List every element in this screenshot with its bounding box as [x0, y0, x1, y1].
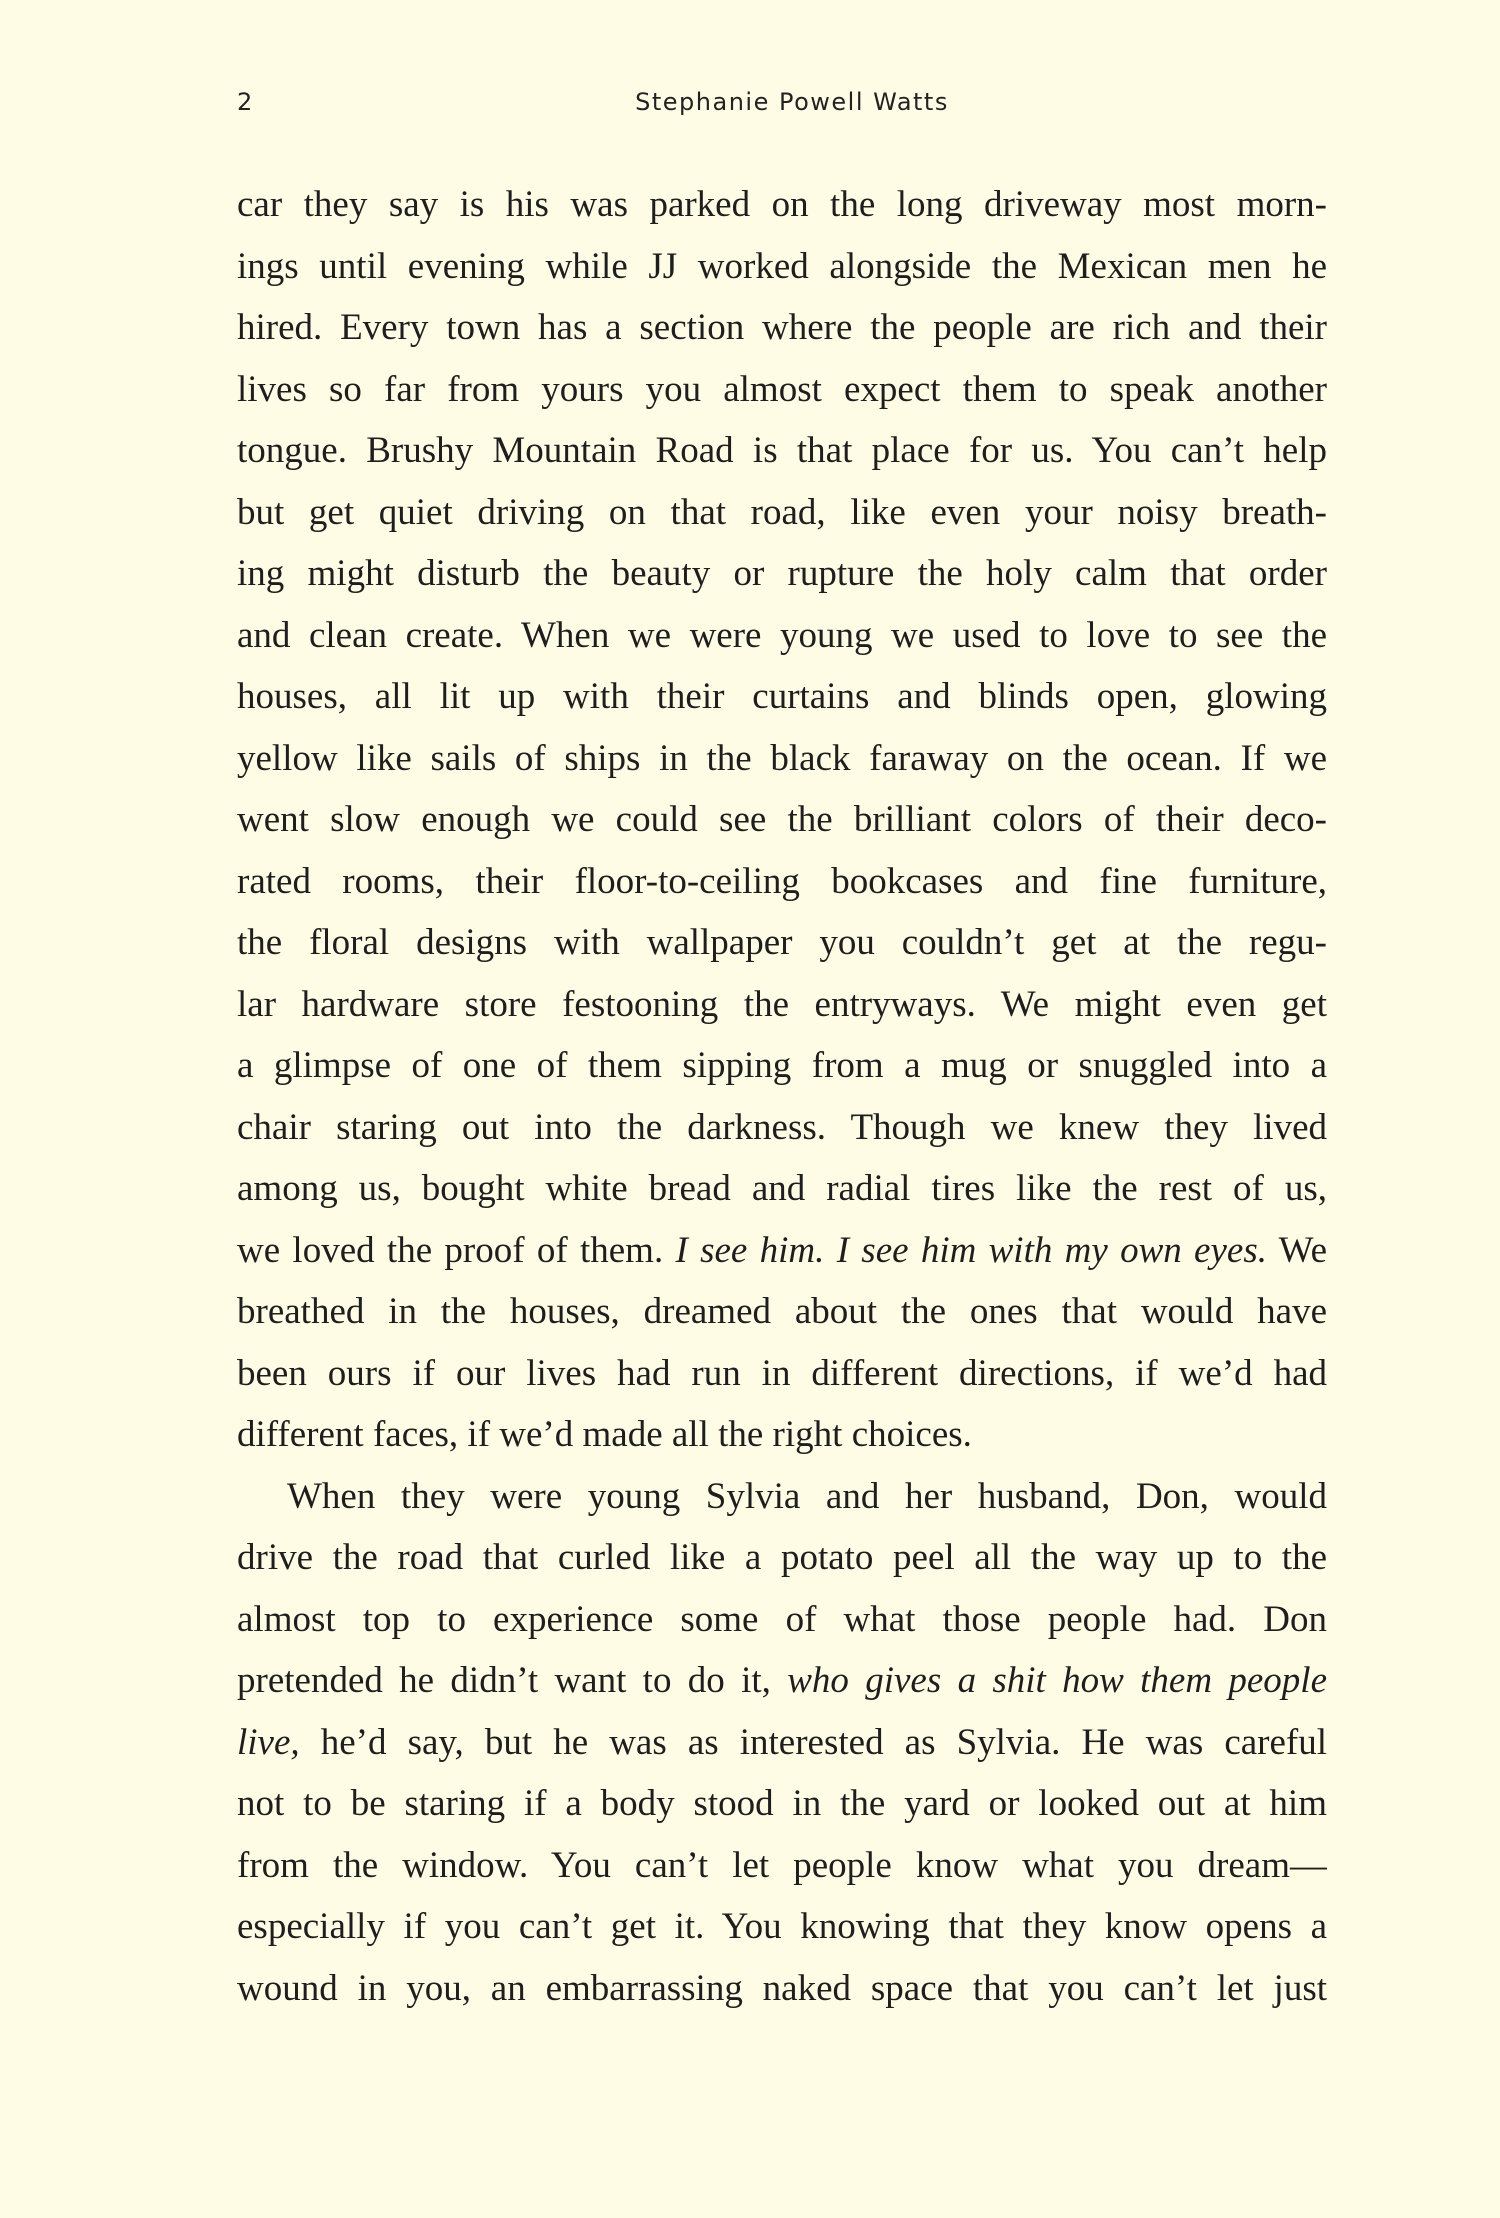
text-line: been ours if our lives had run in different directions, if we’d had	[237, 1352, 1327, 1394]
text-line: rated rooms, their floor-to-ceiling bookcases and fine furniture,	[237, 860, 1327, 902]
text-line: ings until evening while JJ worked alongside the Mexican men he	[237, 245, 1327, 287]
text-segment: pretended he didn’t want to do it,	[237, 1660, 771, 1701]
text-line: breathed in the houses, dreamed about the ones that would have	[237, 1291, 1327, 1332]
text-line: yellow like sails of ships in the black faraway on the ocean. If we	[237, 737, 1327, 779]
author-name: Stephanie Powell Watts	[635, 88, 949, 116]
text-line	[237, 1220, 1327, 1282]
text-line: from the window. You can’t let people know what you dream—	[237, 1844, 1327, 1886]
text-line: tongue. Brushy Mountain Road is that place for us. You can’t help	[237, 430, 1327, 471]
text-line: When they were young Sylvia and her husband, Don, would	[287, 1475, 1327, 1517]
text-line: almost top to experience some of what those people had. Don	[237, 1598, 1327, 1640]
text-line	[237, 1650, 1327, 1712]
text-line: drive the road that curled like a potato peel all the way up to the	[237, 1537, 1327, 1578]
text-segment: we loved the proof of them.	[237, 1229, 664, 1271]
italic-quote: who gives a shit how them people	[787, 1660, 1327, 1701]
text-line: a glimpse of one of them sipping from a mug or snuggled into a	[237, 1045, 1327, 1086]
text-line: but get quiet driving on that road, like even your noisy breath-	[237, 491, 1327, 533]
text-line: and clean create. When we were young we used to love to see the	[237, 614, 1327, 656]
text-line: not to be staring if a body stood in the yard or looked out at him	[237, 1783, 1327, 1824]
text-line: among us, bought white bread and radial tires like the rest of us,	[237, 1168, 1327, 1209]
text-segment: We	[1278, 1229, 1327, 1271]
text-line: houses, all lit up with their curtains and blinds open, glowing	[237, 676, 1327, 717]
text-line: car they say is his was parked on the long driveway most morn-	[237, 184, 1327, 225]
text-line: lives so far from yours you almost expect them to speak another	[237, 368, 1327, 410]
text-line: went slow enough we could see the brilliant colors of their deco-	[237, 799, 1327, 840]
text-line	[237, 1712, 1327, 1774]
italic-thought: I see him. I see him with my own eyes.	[675, 1229, 1267, 1271]
text-line: different faces, if we’d made all the right choices.	[237, 1414, 972, 1455]
text-line: especially if you can’t get it. You knowing that they know opens a	[237, 1906, 1327, 1947]
paragraph-1	[237, 174, 1327, 1466]
page-number: 2	[237, 88, 254, 116]
text-line: ing might disturb the beauty or rupture the holy calm that order	[237, 553, 1327, 594]
running-head	[237, 88, 1327, 128]
text-line: hired. Every town has a section where the people are rich and their	[237, 307, 1327, 348]
italic-quote: live,	[237, 1721, 300, 1763]
text-line: the floral designs with wallpaper you couldn’t get at the regu-	[237, 922, 1327, 963]
text-line: chair staring out into the darkness. Though we knew they lived	[237, 1106, 1327, 1148]
text-line: wound in you, an embarrassing naked space that you can’t let just	[237, 1967, 1327, 2009]
body-text	[237, 174, 1327, 2019]
text-line: lar hardware store festooning the entryways. We might even get	[237, 983, 1327, 1025]
text-segment: he’d say, but he was as interested as Sylvia. He was careful	[320, 1721, 1327, 1763]
paragraph-2	[237, 1466, 1327, 2020]
